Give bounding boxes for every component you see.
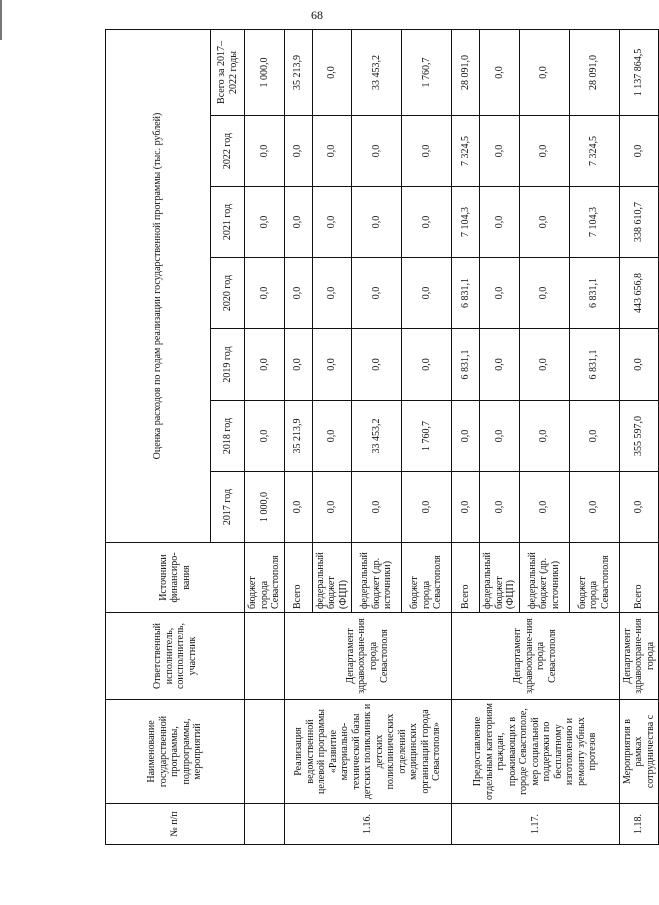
cell-value: 0,0 xyxy=(312,472,352,543)
cell-value: 0,0 xyxy=(519,258,569,329)
header-year: 2017 год xyxy=(211,472,245,543)
cell-value: 0,0 xyxy=(480,187,520,258)
header-year: 2021 год xyxy=(211,187,245,258)
cell-value: 7 324,5 xyxy=(452,116,480,187)
cell-num: 1.18. xyxy=(619,804,659,845)
cell-value-total: 28 091,0 xyxy=(452,29,480,115)
cell-name: Предоставление отдельным категориям граждан, проживающих в городе Севастополе, мер социальной поддержки по бесплатному изготовлению и ремонту зубных протезов xyxy=(452,700,620,804)
cell-value: 0,0 xyxy=(519,401,569,472)
cell-value: 0,0 xyxy=(312,116,352,187)
cell-value: 0,0 xyxy=(402,116,452,187)
cell-value: 0,0 xyxy=(480,401,520,472)
header-year: 2022 год xyxy=(211,116,245,187)
cell-value: 0,0 xyxy=(284,472,312,543)
cell-executor: Департамент здравоохране-ния города xyxy=(619,613,659,700)
rotated-table-container xyxy=(105,30,656,845)
cell-value-total: 0,0 xyxy=(480,29,520,115)
cell-source: федеральный бюджет (др. источники) xyxy=(352,543,402,613)
cell-value: 0,0 xyxy=(352,329,402,401)
cell-value: 1 000,0 xyxy=(245,472,285,543)
cell-value: 0,0 xyxy=(452,401,480,472)
cell-name: Мероприятия в рамках сотрудничества с xyxy=(619,700,659,804)
header-name: Наименование государственной программы, подпрограммы, мероприятий xyxy=(106,700,245,804)
cell-value: 443 656,8 xyxy=(619,258,659,329)
cell-source: бюджет города Севастополя xyxy=(402,543,452,613)
header-year-total: Всего за 2017–2022 годы xyxy=(211,29,245,115)
cell-name xyxy=(245,700,285,804)
cell-value: 0,0 xyxy=(569,401,619,472)
table-row xyxy=(245,29,285,844)
cell-source: бюджет города Севастополя xyxy=(245,543,285,613)
cell-value: 0,0 xyxy=(352,187,402,258)
cell-value-total: 1 000,0 xyxy=(245,29,285,115)
cell-value: 0,0 xyxy=(352,116,402,187)
cell-value: 0,0 xyxy=(312,187,352,258)
header-executor: Ответственный исполнитель, соисполнитель, участник xyxy=(106,613,245,700)
cell-value: 0,0 xyxy=(245,329,285,401)
cell-value: 0,0 xyxy=(452,472,480,543)
cell-value: 0,0 xyxy=(245,187,285,258)
cell-source: Всего xyxy=(284,543,312,613)
cell-num: 1.17. xyxy=(452,804,620,845)
cell-value: 0,0 xyxy=(619,329,659,401)
cell-executor: Департамент здравоохране-ния города Севастополя xyxy=(452,613,620,700)
cell-value: 0,0 xyxy=(284,258,312,329)
cell-value-total: 1 137 864,5 xyxy=(619,29,659,115)
cell-value: 0,0 xyxy=(619,472,659,543)
header-num: № п/п xyxy=(106,804,245,845)
cell-executor xyxy=(245,613,285,700)
table-row xyxy=(452,29,480,844)
cell-value: 338 610,7 xyxy=(619,187,659,258)
cell-value: 0,0 xyxy=(619,116,659,187)
cell-source: бюджет города Севастополя xyxy=(569,543,619,613)
cell-source: федеральный бюджет (ФЦП) xyxy=(480,543,520,613)
cell-value: 33 453,2 xyxy=(352,401,402,472)
cell-value: 6 831,1 xyxy=(452,329,480,401)
cell-value: 0,0 xyxy=(402,187,452,258)
cell-source: Всего xyxy=(619,543,659,613)
cell-value: 1 760,7 xyxy=(402,401,452,472)
cell-num: 1.16. xyxy=(284,804,452,845)
cell-value: 7 104,3 xyxy=(569,187,619,258)
cell-value: 0,0 xyxy=(312,258,352,329)
cell-value-total: 0,0 xyxy=(312,29,352,115)
cell-executor: Департамент здравоохране-ния города Севастополя xyxy=(284,613,452,700)
cell-value: 7 324,5 xyxy=(569,116,619,187)
cell-value: 0,0 xyxy=(284,116,312,187)
cell-value: 0,0 xyxy=(519,329,569,401)
cell-value: 6 831,1 xyxy=(569,258,619,329)
cell-value: 0,0 xyxy=(519,116,569,187)
header-year: 2020 год xyxy=(211,258,245,329)
cell-value: 0,0 xyxy=(402,472,452,543)
cell-value: 0,0 xyxy=(402,258,452,329)
cell-value: 0,0 xyxy=(402,329,452,401)
cell-value: 7 104,3 xyxy=(452,187,480,258)
cell-name: Реализация ведомственной целевой программы «Развитие материально-технической базы детских поликлиник и детских поликлинических отделений медицинских организаций города Севастополя» xyxy=(284,700,452,804)
cell-value: 0,0 xyxy=(480,329,520,401)
cell-value: 0,0 xyxy=(245,401,285,472)
cell-value: 0,0 xyxy=(284,187,312,258)
cell-value: 6 831,1 xyxy=(452,258,480,329)
header-source: Источники финансиро-вания xyxy=(106,543,245,613)
cell-value: 0,0 xyxy=(480,258,520,329)
cell-value-total: 28 091,0 xyxy=(569,29,619,115)
cell-value: 0,0 xyxy=(352,472,402,543)
cell-value: 0,0 xyxy=(312,329,352,401)
cell-value: 35 213,9 xyxy=(284,401,312,472)
cell-source: федеральный бюджет (ФЦП) xyxy=(312,543,352,613)
cell-value-total: 35 213,9 xyxy=(284,29,312,115)
header-year: 2019 год xyxy=(211,329,245,401)
cell-value: 0,0 xyxy=(519,187,569,258)
budget-table xyxy=(105,29,659,845)
cell-source: федеральный бюджет (др. источники) xyxy=(519,543,569,613)
cell-value: 0,0 xyxy=(312,401,352,472)
header-group: Оценка расходов по годам реализации государственной программы (тыс. рублей) xyxy=(106,29,211,542)
cell-value-total: 33 453,2 xyxy=(352,29,402,115)
cell-value: 6 831,1 xyxy=(569,329,619,401)
cell-num xyxy=(245,804,285,845)
cell-value: 0,0 xyxy=(480,472,520,543)
page-number: 68 xyxy=(311,8,323,22)
header-year: 2018 год xyxy=(211,401,245,472)
cell-value: 0,0 xyxy=(245,116,285,187)
cell-value: 355 597,0 xyxy=(619,401,659,472)
cell-value-total: 0,0 xyxy=(519,29,569,115)
cell-value: 0,0 xyxy=(245,258,285,329)
cell-value: 0,0 xyxy=(569,472,619,543)
cell-value: 0,0 xyxy=(519,472,569,543)
cell-source: Всего xyxy=(452,543,480,613)
cell-value: 0,0 xyxy=(352,258,402,329)
cell-value-total: 1 760,7 xyxy=(402,29,452,115)
table-row xyxy=(619,29,659,844)
cell-value: 0,0 xyxy=(480,116,520,187)
table-row xyxy=(284,29,312,844)
cell-value: 0,0 xyxy=(284,329,312,401)
